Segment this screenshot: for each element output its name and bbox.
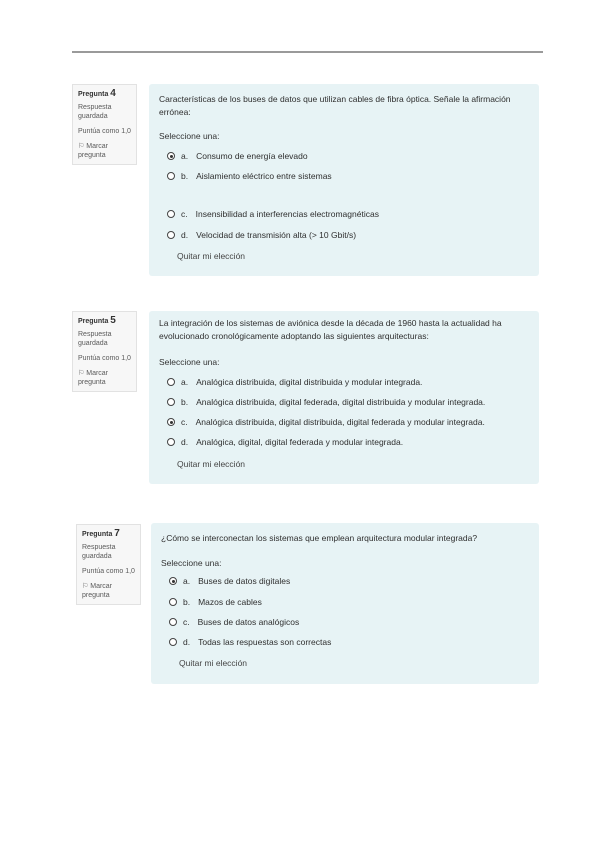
answer-option-a[interactable]	[169, 575, 290, 587]
radio-button[interactable]	[167, 378, 175, 386]
option-letter: d.	[181, 230, 189, 240]
question-status: Respuesta guardada	[78, 331, 112, 347]
question-text: Características de los buses de datos que utilizan cables de fibra óptica. Señale la afirmación errónea:	[159, 94, 511, 117]
option-letter: b.	[181, 171, 189, 181]
option-text: Aislamiento eléctrico entre sistemas	[196, 171, 332, 181]
option-letter: c.	[183, 617, 190, 627]
option-text: Buses de datos analógicos	[197, 617, 300, 627]
question-info-panel	[72, 311, 137, 392]
question-points: Puntúa como 1,0	[82, 568, 135, 575]
option-letter: d.	[181, 437, 189, 447]
answer-option-a[interactable]	[167, 376, 422, 388]
answer-option-d[interactable]	[167, 229, 356, 241]
answer-option-d[interactable]	[169, 636, 331, 648]
option-text: Analógica, digital, digital federada y modular integrada.	[196, 437, 404, 447]
radio-button[interactable]	[169, 618, 177, 626]
question-info-panel	[72, 84, 137, 165]
answer-option-c[interactable]	[167, 416, 485, 428]
option-letter: d.	[183, 637, 191, 647]
question-info-panel	[76, 524, 141, 605]
top-divider	[72, 51, 543, 53]
option-text: Insensibilidad a interferencias electromagnéticas	[195, 209, 379, 219]
question-text: La integración de los sistemas de aviónica desde la década de 1960 hasta la actualidad ha evolucionado cronológicamente adoptando las siguientes arquitecturas:	[159, 318, 502, 341]
flag-icon: ⚐	[78, 370, 85, 377]
option-text: Mazos de cables	[198, 597, 262, 607]
option-text: Buses de datos digitales	[198, 576, 291, 586]
option-text: Todas las respuestas son correctas	[198, 637, 332, 647]
radio-button[interactable]	[167, 172, 175, 180]
answer-option-b[interactable]	[169, 596, 262, 608]
question-label: Pregunta	[82, 531, 113, 538]
option-text: Analógica distribuida, digital distribuida, digital federada y modular integrada.	[195, 417, 485, 427]
answer-option-a[interactable]	[167, 150, 308, 162]
question-text: ¿Cómo se interconectan los sistemas que emplean arquitectura modular integrada?	[161, 533, 478, 543]
question-number: 5	[110, 315, 116, 326]
question-content	[151, 523, 539, 684]
flag-question-link[interactable]	[78, 142, 136, 160]
question-content	[149, 311, 539, 484]
option-text: Analógica distribuida, digital federada, digital distribuida y modular integrada.	[196, 397, 486, 407]
question-label: Pregunta	[78, 318, 109, 325]
question-number: 4	[110, 88, 116, 99]
option-letter: a.	[181, 377, 189, 387]
radio-button[interactable]	[169, 598, 177, 606]
radio-button[interactable]	[169, 638, 177, 646]
radio-button[interactable]	[167, 438, 175, 446]
flag-icon: ⚐	[78, 143, 85, 150]
flag-label: Marcar pregunta	[78, 370, 109, 386]
option-text: Consumo de energía elevado	[196, 151, 308, 161]
question-number: 7	[114, 528, 120, 539]
clear-choice-link[interactable]: Quitar mi elección	[177, 459, 246, 469]
question-points: Puntúa como 1,0	[78, 128, 131, 135]
option-letter: b.	[183, 597, 191, 607]
flag-label: Marcar pregunta	[78, 143, 109, 159]
answer-option-c[interactable]	[167, 208, 379, 220]
option-letter: a.	[181, 151, 189, 161]
answer-option-d[interactable]	[167, 436, 403, 448]
flag-question-link[interactable]	[78, 369, 136, 387]
question-status: Respuesta guardada	[82, 544, 116, 560]
question-title	[82, 529, 140, 539]
question-status: Respuesta guardada	[78, 104, 112, 120]
radio-button[interactable]	[167, 210, 175, 218]
clear-choice-link[interactable]: Quitar mi elección	[179, 658, 248, 668]
radio-button[interactable]	[167, 231, 175, 239]
option-letter: c.	[181, 209, 188, 219]
answer-option-b[interactable]	[167, 170, 332, 182]
answer-option-b[interactable]	[167, 396, 485, 408]
question-points: Puntúa como 1,0	[78, 355, 131, 362]
flag-question-link[interactable]	[82, 582, 140, 600]
question-content	[149, 84, 539, 276]
question-title	[78, 89, 136, 99]
flag-icon: ⚐	[82, 583, 89, 590]
radio-button[interactable]	[167, 152, 175, 160]
option-text: Analógica distribuida, digital distribuida y modular integrada.	[196, 377, 423, 387]
option-text: Velocidad de transmisión alta (> 10 Gbit/s)	[196, 230, 357, 240]
option-letter: a.	[183, 576, 191, 586]
answer-option-c[interactable]	[169, 616, 299, 628]
question-label: Pregunta	[78, 91, 109, 98]
flag-label: Marcar pregunta	[82, 583, 113, 599]
question-title	[78, 316, 136, 326]
option-letter: c.	[181, 417, 188, 427]
answer-prompt: Seleccione una:	[161, 558, 222, 568]
option-letter: b.	[181, 397, 189, 407]
radio-button[interactable]	[169, 577, 177, 585]
clear-choice-link[interactable]: Quitar mi elección	[177, 251, 246, 261]
radio-button[interactable]	[167, 418, 175, 426]
answer-prompt: Seleccione una:	[159, 131, 220, 141]
radio-button[interactable]	[167, 398, 175, 406]
answer-prompt: Seleccione una:	[159, 357, 220, 367]
